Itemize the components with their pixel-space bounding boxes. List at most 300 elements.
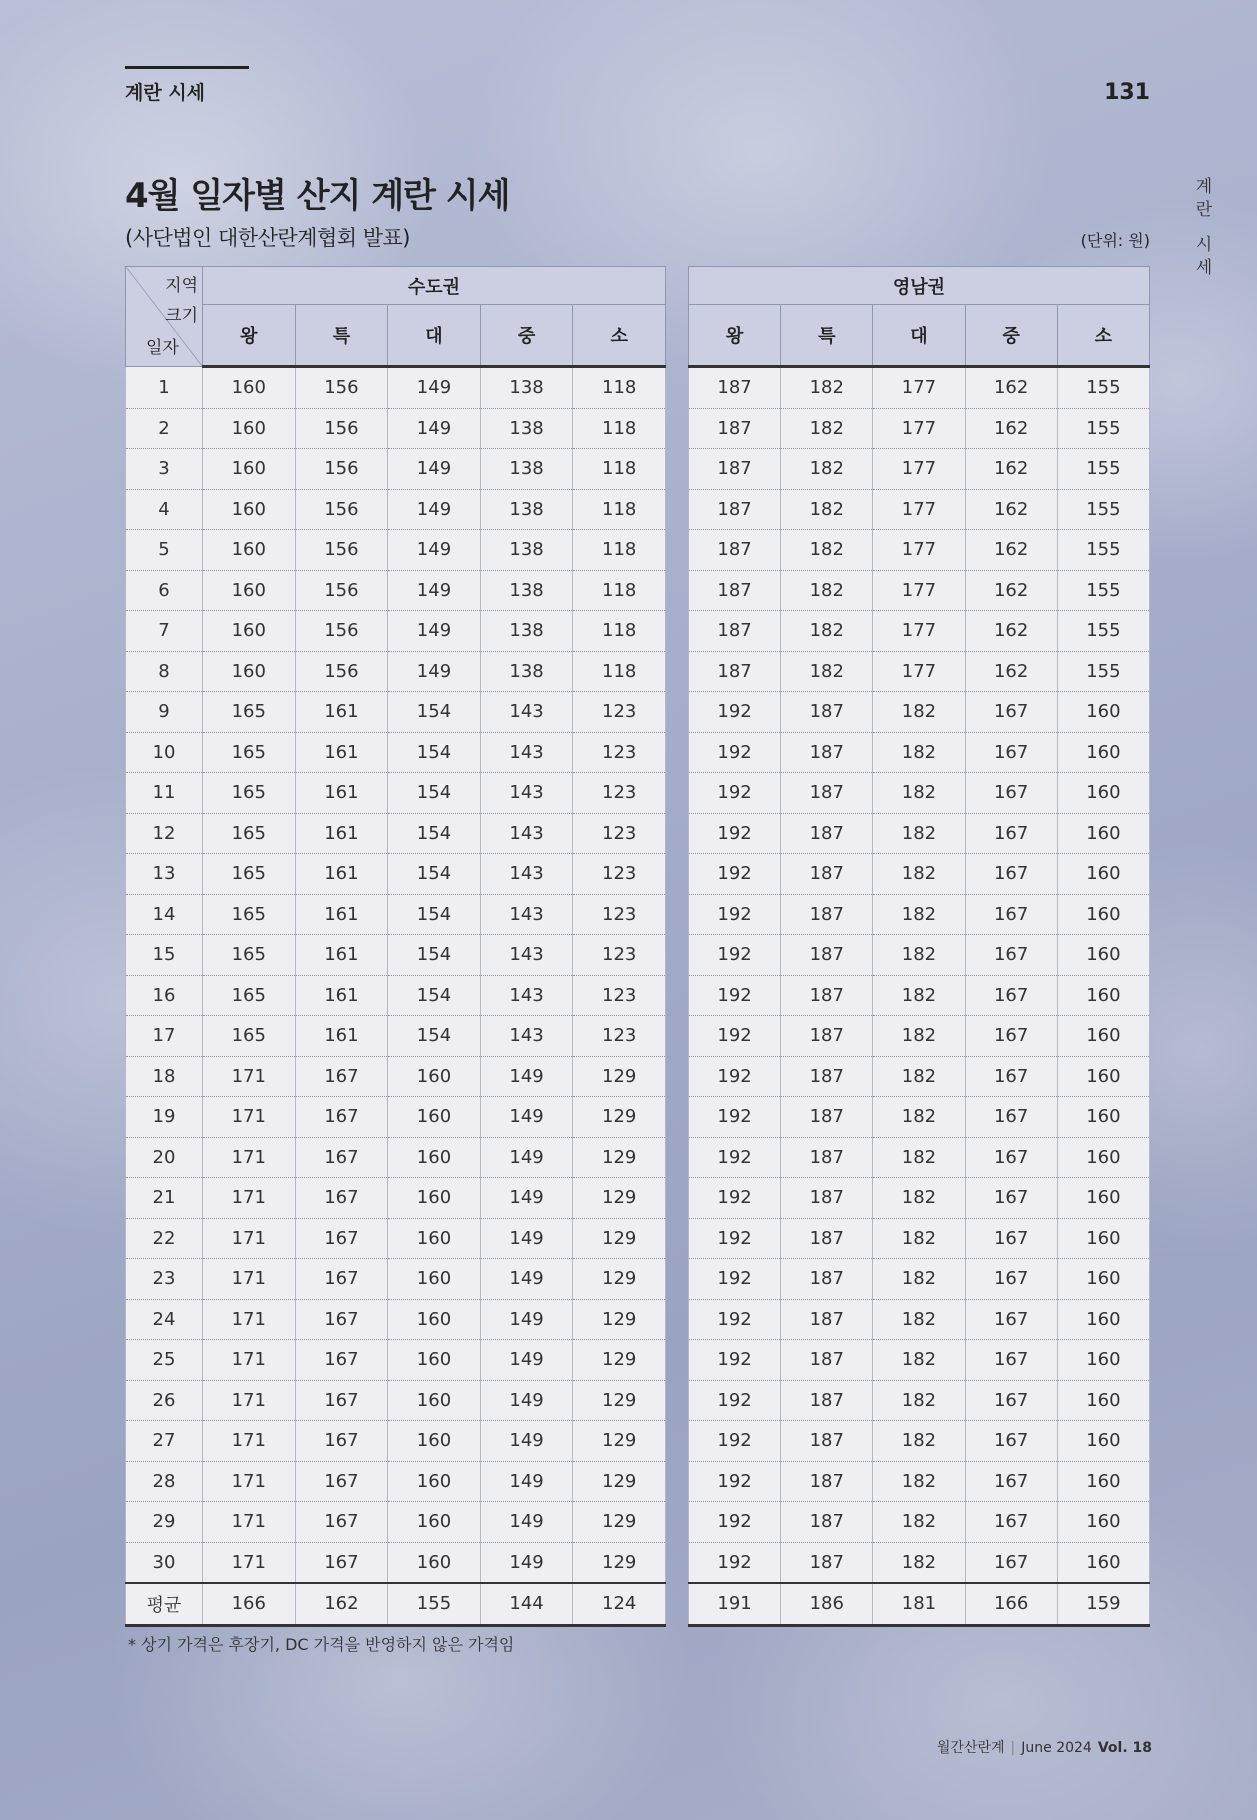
price-cell: 187: [689, 570, 781, 611]
price-cell: 155: [1057, 489, 1149, 530]
average-cell: 144: [480, 1583, 573, 1625]
price-cell: 182: [873, 975, 965, 1016]
price-cell: 143: [480, 732, 573, 773]
price-cell: 143: [480, 894, 573, 935]
table-row: [126, 1380, 666, 1421]
price-cell: 182: [873, 813, 965, 854]
price-cell: 171: [203, 1299, 296, 1340]
price-cell: 118: [573, 611, 666, 652]
price-cell: 182: [873, 894, 965, 935]
price-cell: 171: [203, 1259, 296, 1300]
price-cell: 192: [689, 1259, 781, 1300]
price-cell: 149: [388, 530, 481, 571]
size-header: 대: [873, 305, 965, 367]
section-label: 계란 시세: [125, 82, 206, 104]
price-cell: 165: [203, 692, 296, 733]
average-cell: 166: [965, 1583, 1057, 1625]
price-cell: 182: [781, 408, 873, 449]
price-cell: 187: [781, 1542, 873, 1583]
table-row: [689, 1542, 1150, 1583]
price-cell: 167: [965, 1056, 1057, 1097]
price-cell: 149: [480, 1056, 573, 1097]
price-cell: 165: [203, 1016, 296, 1057]
price-cell: 182: [873, 1421, 965, 1462]
price-cell: 171: [203, 1542, 296, 1583]
price-cell: 118: [573, 449, 666, 490]
price-cell: 123: [573, 854, 666, 895]
price-cell: 118: [573, 408, 666, 449]
price-cell: 129: [573, 1340, 666, 1381]
corner-size-label: 크기: [165, 306, 198, 326]
price-cell: 160: [388, 1056, 481, 1097]
price-cell: 182: [873, 1299, 965, 1340]
day-cell: 23: [126, 1259, 203, 1300]
price-cell: 187: [689, 651, 781, 692]
price-cell: 171: [203, 1097, 296, 1138]
day-cell: 29: [126, 1502, 203, 1543]
price-cell: 155: [1057, 611, 1149, 652]
volume-number: Vol. 18: [1097, 1740, 1152, 1756]
price-cell: 160: [388, 1218, 481, 1259]
table-row: [689, 449, 1150, 490]
price-cell: 187: [689, 489, 781, 530]
price-cell: 149: [480, 1542, 573, 1583]
table-row: [689, 367, 1150, 409]
table-row: [689, 935, 1150, 976]
day-cell: 5: [126, 530, 203, 571]
price-cell: 149: [388, 408, 481, 449]
price-cell: 160: [1057, 1097, 1149, 1138]
table-row: [126, 449, 666, 490]
table-row: [126, 1542, 666, 1583]
table-row: [126, 894, 666, 935]
size-header: 중: [965, 305, 1057, 367]
price-cell: 171: [203, 1421, 296, 1462]
price-cell: 138: [480, 530, 573, 571]
price-cell: 118: [573, 367, 666, 409]
price-cell: 161: [295, 813, 388, 854]
table-row: [126, 651, 666, 692]
price-cell: 149: [480, 1340, 573, 1381]
price-cell: 187: [781, 1380, 873, 1421]
price-cell: 138: [480, 651, 573, 692]
price-cell: 167: [965, 773, 1057, 814]
side-tab-char: 시: [1195, 235, 1213, 255]
price-cell: 129: [573, 1461, 666, 1502]
price-cell: 155: [1057, 408, 1149, 449]
price-cell: 143: [480, 1016, 573, 1057]
table-row: [126, 1218, 666, 1259]
price-cell: 187: [781, 732, 873, 773]
price-cell: 167: [295, 1380, 388, 1421]
price-cell: 192: [689, 1421, 781, 1462]
price-cell: 129: [573, 1097, 666, 1138]
price-cell: 182: [781, 611, 873, 652]
table-row: [126, 367, 666, 409]
price-cell: 167: [295, 1259, 388, 1300]
price-cell: 192: [689, 1380, 781, 1421]
price-cell: 167: [965, 1299, 1057, 1340]
table-row: [689, 1299, 1150, 1340]
price-cell: 149: [388, 449, 481, 490]
price-cell: 162: [965, 611, 1057, 652]
price-cell: 171: [203, 1502, 296, 1543]
table-row: [126, 1097, 666, 1138]
price-cell: 167: [295, 1461, 388, 1502]
table-row: [689, 813, 1150, 854]
price-cell: 149: [388, 367, 481, 409]
price-cell: 123: [573, 975, 666, 1016]
price-cell: 160: [388, 1178, 481, 1219]
price-cell: 167: [295, 1056, 388, 1097]
price-cell: 171: [203, 1340, 296, 1381]
price-cell: 182: [781, 570, 873, 611]
price-cell: 161: [295, 1016, 388, 1057]
day-cell: 13: [126, 854, 203, 895]
price-cell: 167: [295, 1299, 388, 1340]
day-cell: 1: [126, 367, 203, 409]
price-cell: 182: [873, 1259, 965, 1300]
price-cell: 156: [295, 367, 388, 409]
day-cell: 7: [126, 611, 203, 652]
price-cell: 160: [203, 651, 296, 692]
price-cell: 167: [295, 1097, 388, 1138]
price-cell: 149: [480, 1218, 573, 1259]
price-cell: 129: [573, 1380, 666, 1421]
price-cell: 149: [388, 489, 481, 530]
day-cell: 12: [126, 813, 203, 854]
table-row: [689, 1178, 1150, 1219]
price-cell: 167: [965, 894, 1057, 935]
table-row: [126, 773, 666, 814]
table-row: [689, 530, 1150, 571]
price-cell: 154: [388, 732, 481, 773]
price-cell: 123: [573, 894, 666, 935]
price-cell: 160: [1057, 1340, 1149, 1381]
price-cell: 192: [689, 732, 781, 773]
footnote: * 상기 가격은 후장기, DC 가격을 반영하지 않은 가격임: [128, 1635, 515, 1654]
price-cell: 155: [1057, 449, 1149, 490]
price-cell: 162: [965, 367, 1057, 409]
table-row: [126, 1299, 666, 1340]
price-cell: 138: [480, 570, 573, 611]
size-header: 소: [1057, 305, 1149, 367]
price-cell: 165: [203, 732, 296, 773]
price-cell: 187: [781, 1218, 873, 1259]
price-cell: 155: [1057, 367, 1149, 409]
day-cell: 19: [126, 1097, 203, 1138]
price-cell: 187: [781, 854, 873, 895]
table-row: [689, 1421, 1150, 1462]
day-cell: 14: [126, 894, 203, 935]
day-cell: 3: [126, 449, 203, 490]
table-row: [689, 1461, 1150, 1502]
price-cell: 129: [573, 1421, 666, 1462]
price-cell: 123: [573, 935, 666, 976]
price-cell: 138: [480, 449, 573, 490]
price-cell: 160: [1057, 1421, 1149, 1462]
price-cell: 192: [689, 1056, 781, 1097]
price-cell: 160: [388, 1421, 481, 1462]
average-row: [689, 1583, 1150, 1625]
price-cell: 154: [388, 894, 481, 935]
price-cell: 192: [689, 975, 781, 1016]
price-cell: 129: [573, 1299, 666, 1340]
table-row: [126, 611, 666, 652]
price-cell: 160: [1057, 1016, 1149, 1057]
price-cell: 149: [480, 1502, 573, 1543]
table-row: [689, 1218, 1150, 1259]
table-row: [689, 773, 1150, 814]
price-cell: 182: [781, 530, 873, 571]
price-cell: 154: [388, 935, 481, 976]
price-cell: 187: [689, 449, 781, 490]
table-row: [689, 408, 1150, 449]
price-cell: 167: [965, 732, 1057, 773]
price-cell: 160: [203, 367, 296, 409]
price-cell: 160: [388, 1542, 481, 1583]
price-cell: 143: [480, 854, 573, 895]
day-cell: 17: [126, 1016, 203, 1057]
price-cell: 160: [388, 1461, 481, 1502]
price-cell: 138: [480, 367, 573, 409]
price-cell: 182: [873, 1097, 965, 1138]
issue-date: June 2024: [1021, 1740, 1092, 1756]
price-cell: 149: [480, 1380, 573, 1421]
price-cell: 167: [965, 1380, 1057, 1421]
price-cell: 149: [480, 1097, 573, 1138]
day-cell: 26: [126, 1380, 203, 1421]
price-cell: 192: [689, 1097, 781, 1138]
table-row: [126, 1137, 666, 1178]
price-cell: 138: [480, 408, 573, 449]
average-cell: 191: [689, 1583, 781, 1625]
price-cell: 154: [388, 975, 481, 1016]
price-cell: 162: [965, 530, 1057, 571]
price-cell: 149: [388, 611, 481, 652]
table-row: [126, 489, 666, 530]
price-cell: 160: [203, 530, 296, 571]
price-cell: 156: [295, 530, 388, 571]
table-row: [126, 813, 666, 854]
price-cell: 155: [1057, 570, 1149, 611]
price-cell: 143: [480, 692, 573, 733]
region-header: 영남권: [689, 267, 1150, 305]
price-cell: 165: [203, 975, 296, 1016]
average-cell: 181: [873, 1583, 965, 1625]
price-cell: 154: [388, 854, 481, 895]
price-cell: 129: [573, 1502, 666, 1543]
price-cell: 160: [388, 1137, 481, 1178]
day-cell: 16: [126, 975, 203, 1016]
price-cell: 167: [965, 813, 1057, 854]
table-row: [126, 975, 666, 1016]
price-cell: 162: [965, 651, 1057, 692]
table-row: [689, 1502, 1150, 1543]
price-cell: 154: [388, 692, 481, 733]
side-tab-char: 세: [1195, 258, 1213, 278]
size-header: 중: [480, 305, 573, 367]
page-footer: 월간산란계 | June 2024 Vol. 18: [936, 1740, 1152, 1756]
price-cell: 187: [781, 1299, 873, 1340]
price-cell: 167: [965, 1461, 1057, 1502]
price-cell: 162: [965, 570, 1057, 611]
size-header: 왕: [689, 305, 781, 367]
page-number: 131: [1104, 80, 1150, 105]
size-header: 특: [781, 305, 873, 367]
price-cell: 167: [965, 1137, 1057, 1178]
magazine-name: 월간산란계: [936, 1740, 1005, 1756]
day-cell: 6: [126, 570, 203, 611]
price-cell: 182: [873, 1056, 965, 1097]
price-cell: 182: [873, 1137, 965, 1178]
day-cell: 20: [126, 1137, 203, 1178]
table-row: [126, 1502, 666, 1543]
day-cell: 22: [126, 1218, 203, 1259]
price-cell: 187: [781, 1502, 873, 1543]
price-cell: 167: [295, 1421, 388, 1462]
price-cell: 143: [480, 935, 573, 976]
header-rule: [125, 66, 249, 69]
price-cell: 171: [203, 1056, 296, 1097]
table-row: [689, 1137, 1150, 1178]
table-row: [689, 1016, 1150, 1057]
price-table-yeongnam: [688, 266, 1150, 1627]
price-cell: 187: [781, 1461, 873, 1502]
price-cell: 187: [689, 611, 781, 652]
price-cell: 138: [480, 611, 573, 652]
price-cell: 160: [388, 1380, 481, 1421]
day-cell: 28: [126, 1461, 203, 1502]
price-cell: 187: [781, 935, 873, 976]
table-row: [689, 489, 1150, 530]
price-cell: 177: [873, 530, 965, 571]
price-cell: 160: [1057, 692, 1149, 733]
table-row: [126, 1421, 666, 1462]
price-cell: 160: [1057, 1380, 1149, 1421]
price-cell: 167: [965, 1340, 1057, 1381]
price-cell: 143: [480, 975, 573, 1016]
price-cell: 123: [573, 813, 666, 854]
table-row: [126, 1340, 666, 1381]
price-cell: 167: [295, 1137, 388, 1178]
price-cell: 129: [573, 1542, 666, 1583]
price-cell: 138: [480, 489, 573, 530]
price-cell: 160: [1057, 1056, 1149, 1097]
price-cell: 182: [873, 1016, 965, 1057]
price-cell: 187: [781, 1097, 873, 1138]
price-cell: 192: [689, 1461, 781, 1502]
day-cell: 24: [126, 1299, 203, 1340]
average-cell: 162: [295, 1583, 388, 1625]
price-cell: 171: [203, 1178, 296, 1219]
price-cell: 149: [480, 1137, 573, 1178]
price-cell: 182: [873, 1502, 965, 1543]
corner-region-label: 지역: [165, 276, 198, 296]
price-cell: 160: [1057, 894, 1149, 935]
table-row: [126, 1259, 666, 1300]
price-cell: 149: [480, 1461, 573, 1502]
average-cell: 166: [203, 1583, 296, 1625]
price-cell: 182: [873, 692, 965, 733]
price-cell: 160: [1057, 813, 1149, 854]
price-cell: 161: [295, 692, 388, 733]
price-cell: 118: [573, 489, 666, 530]
table-row: [689, 570, 1150, 611]
price-cell: 156: [295, 570, 388, 611]
region-header: 수도권: [203, 267, 666, 305]
table-row: [689, 894, 1150, 935]
price-cell: 129: [573, 1178, 666, 1219]
side-tab-char: 계: [1195, 177, 1213, 197]
price-cell: 182: [873, 773, 965, 814]
day-cell: 21: [126, 1178, 203, 1219]
price-cell: 167: [965, 1542, 1057, 1583]
table-row: [689, 1097, 1150, 1138]
price-cell: 171: [203, 1137, 296, 1178]
price-cell: 161: [295, 975, 388, 1016]
day-cell: 4: [126, 489, 203, 530]
price-cell: 160: [203, 611, 296, 652]
size-header: 대: [388, 305, 481, 367]
price-cell: 187: [781, 692, 873, 733]
price-cell: 149: [388, 570, 481, 611]
side-tab: [1192, 176, 1216, 280]
price-cell: 187: [781, 773, 873, 814]
price-cell: 182: [781, 651, 873, 692]
price-cell: 187: [781, 1056, 873, 1097]
price-cell: 156: [295, 611, 388, 652]
price-cell: 165: [203, 773, 296, 814]
price-cell: 177: [873, 611, 965, 652]
price-cell: 160: [1057, 975, 1149, 1016]
side-tab-char: 란: [1195, 200, 1213, 220]
table-row: [126, 935, 666, 976]
price-cell: 182: [781, 489, 873, 530]
price-cell: 160: [1057, 732, 1149, 773]
table-row: [126, 1016, 666, 1057]
price-cell: 160: [203, 489, 296, 530]
price-cell: 160: [388, 1340, 481, 1381]
price-cell: 167: [965, 1178, 1057, 1219]
price-cell: 123: [573, 732, 666, 773]
price-cell: 162: [965, 489, 1057, 530]
price-cell: 192: [689, 1016, 781, 1057]
price-table-sudogwon: [125, 266, 666, 1627]
price-cell: 149: [388, 651, 481, 692]
day-cell: 9: [126, 692, 203, 733]
price-cell: 161: [295, 773, 388, 814]
price-cell: 167: [965, 975, 1057, 1016]
price-cell: 160: [1057, 1178, 1149, 1219]
table-row: [126, 1178, 666, 1219]
price-cell: 187: [781, 813, 873, 854]
price-cell: 160: [388, 1097, 481, 1138]
price-cell: 182: [873, 1340, 965, 1381]
price-cell: 182: [873, 854, 965, 895]
table-row: [126, 408, 666, 449]
day-cell: 25: [126, 1340, 203, 1381]
price-cell: 118: [573, 570, 666, 611]
average-cell: 124: [573, 1583, 666, 1625]
price-cell: 161: [295, 935, 388, 976]
size-header: 소: [573, 305, 666, 367]
average-cell: 186: [781, 1583, 873, 1625]
price-cell: 187: [689, 408, 781, 449]
price-cell: 123: [573, 692, 666, 733]
price-cell: 118: [573, 530, 666, 571]
price-cell: 167: [965, 935, 1057, 976]
